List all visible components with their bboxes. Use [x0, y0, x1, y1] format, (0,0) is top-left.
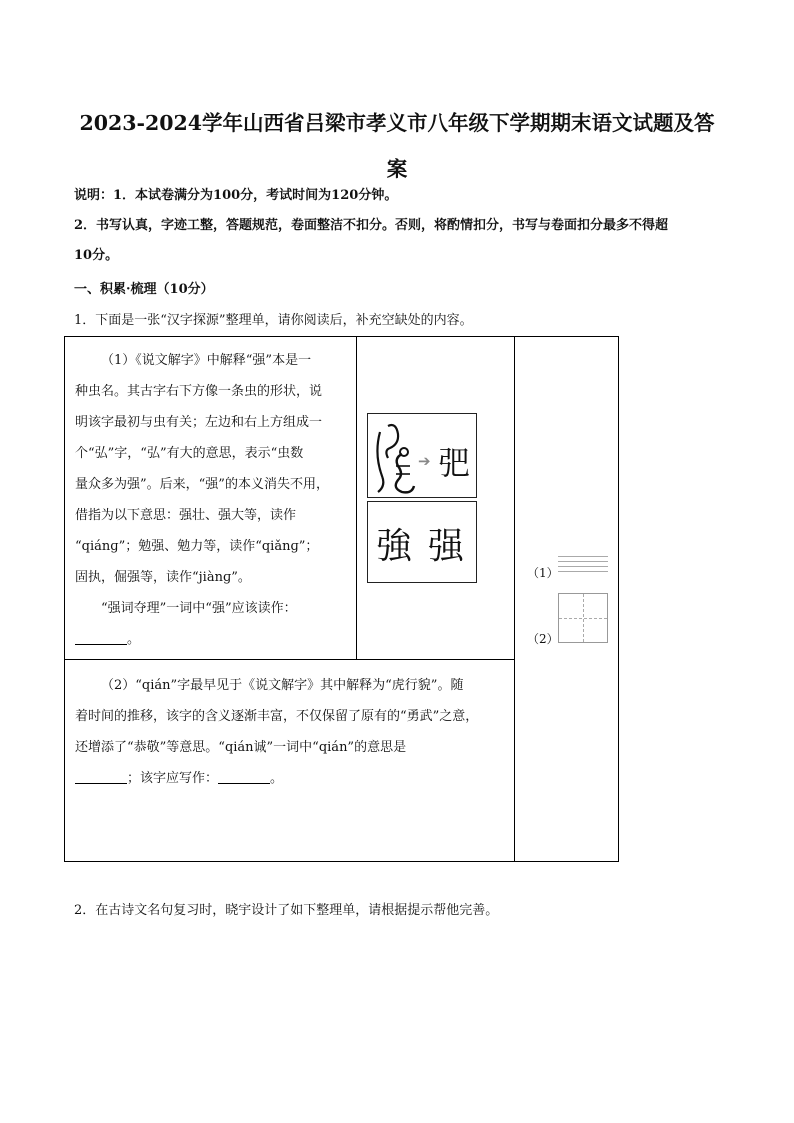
seal-script-drawing: [368, 414, 476, 497]
seal-script-image: [367, 413, 477, 498]
answer-line-qian: [75, 763, 513, 794]
modern-characters-image: [367, 501, 477, 583]
text-end: 。: [270, 771, 284, 786]
text-line: 着时间的推移，该字的含义逐渐丰富，不仅保留了原有的“勇武”之意，: [75, 709, 479, 724]
cell-qian-explanation: [75, 670, 513, 794]
text-line: 借指为以下意思：强壮、强大等，读作: [75, 508, 297, 523]
text-line: “qiánɡ”；勉强、勉力等，读作“qiǎnɡ”；: [75, 539, 319, 554]
modern-characters-drawing: [368, 502, 476, 582]
text-line: 种虫名。其古字右下方像一条虫的形状，说: [75, 384, 323, 399]
exam-note-2-cont: 10分。: [74, 248, 119, 263]
table-divider-v2: [514, 337, 515, 861]
text-end: 。: [127, 632, 141, 647]
exam-note-1: 说明：1．本试卷满分为100分，考试时间为120分钟。: [74, 188, 398, 203]
title-line-2: 案: [386, 157, 408, 181]
answer-blank-meaning[interactable]: [75, 770, 127, 784]
traditional-character: 強: [376, 526, 413, 567]
title-line-1: 2023-2024学年山西省吕梁市孝义市八年级下学期期末语文试题及答: [79, 111, 715, 135]
text-line: 还增添了“恭敬”等意思。“qián诚”一词中“qián”的意思是: [75, 740, 407, 755]
table-divider-v1: [356, 337, 357, 660]
text-line: （1）《说文解字》中解释“强”本是一: [101, 353, 312, 368]
text-line: 个“弘”字，“弘”有大的意思，表示“虫数: [75, 446, 304, 461]
character-origin-table: [64, 336, 619, 862]
table-divider-h: [65, 659, 515, 660]
answer-blank[interactable]: [75, 631, 127, 645]
answer-line-qiang: [75, 624, 350, 655]
answer-blank-character[interactable]: [218, 770, 270, 784]
arrow-icon: ➔: [418, 452, 431, 470]
page-title: [70, 100, 724, 192]
pinyin-writing-lines[interactable]: [558, 556, 608, 578]
character-writing-grid[interactable]: [558, 593, 608, 643]
cell-qiang-explanation: [75, 345, 350, 655]
section-heading: 一、积累·梳理（10分）: [74, 282, 214, 297]
exam-note-2: 2．书写认真，字迹工整，答题规范，卷面整洁不扣分。否则，将酌情扣分，书写与卷面扣分最多不得超: [74, 218, 669, 233]
answer-label-1: （1）: [527, 566, 559, 580]
seal-character: 弝: [438, 444, 471, 482]
answer-label-2: （2）: [527, 632, 559, 646]
question-1-intro: 1．下面是一张“汉字探源”整理单，请你阅读后，补充空缺处的内容。: [74, 313, 473, 328]
text-line: （2）“qián”字最早见于《说文解字》其中解释为“虎行貌”。随: [101, 678, 464, 693]
simplified-character: 强: [428, 526, 465, 567]
question-qiang-reading: “强词夺理”一词中“强”应该读作：: [101, 601, 297, 616]
text-sep: ；该字应写作：: [127, 771, 219, 786]
text-line: 明该字最初与虫有关；左边和右上方组成一: [75, 415, 323, 430]
text-line: 量众多为强”。后来，“强”的本义消失不用，: [75, 477, 329, 492]
question-2-intro: 2．在古诗文名句复习时，晓宇设计了如下整理单，请根据提示帮他完善。: [74, 903, 499, 918]
text-line: 固执，倔强等，读作“jiànɡ”。: [75, 570, 251, 585]
